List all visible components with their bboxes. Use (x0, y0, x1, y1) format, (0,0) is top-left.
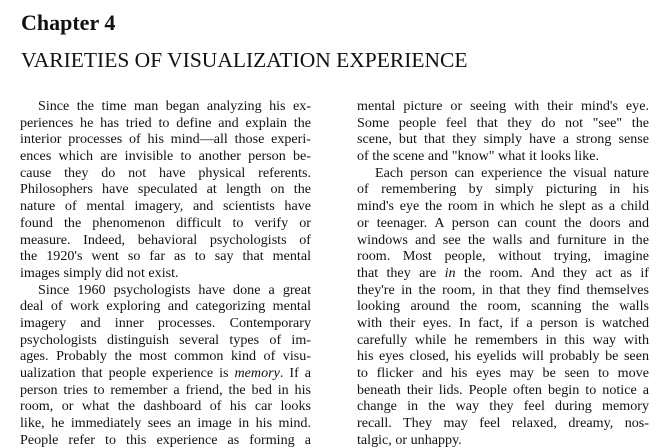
text-line-run: ualization that people experience is (20, 365, 235, 381)
text-line-run: measure. Indeed, behavioral psychologists of (20, 231, 311, 248)
text-line (20, 181, 311, 198)
text-line (357, 298, 649, 315)
text-line (357, 432, 649, 448)
text-line (20, 282, 311, 299)
text-line (357, 198, 649, 215)
text-line (357, 332, 649, 349)
text-line-run: . If a (279, 365, 311, 381)
text-line-run: to flicker and his eyes may be seen to move (357, 365, 649, 381)
text-line (20, 398, 311, 415)
text-line-run: talgic, or unhappy. (357, 431, 462, 448)
text-line-run: mental picture or seeing with their mind's eye. (357, 98, 649, 114)
text-line (20, 432, 311, 448)
text-line (20, 332, 311, 349)
text-line (20, 248, 311, 265)
emphasized-word: memory (234, 365, 280, 381)
text-line-run: looking around the room, scanning the walls (357, 298, 649, 315)
text-line-run: beneath their lids. People often begin to notice a (357, 381, 649, 398)
text-line-run: interior processes of his mind—all those experi- (20, 131, 311, 148)
text-line (20, 131, 311, 148)
text-line-run: room, or what the dashboard of his car looks (20, 398, 311, 415)
text-line-run: People refer to this experience as forming a (20, 431, 311, 448)
text-line-run: the room. And they act as if (455, 264, 649, 281)
chapter-title: VARIETIES OF VISUALIZATION EXPERIENCE (21, 48, 468, 72)
text-column-left (20, 98, 311, 448)
text-line-run: change in the way they feel during memory (357, 398, 649, 415)
text-line (20, 115, 311, 132)
text-line (357, 248, 649, 265)
text-line-run: Some people feel that they do not "see" the (357, 114, 649, 131)
chapter-number: Chapter 4 (21, 10, 116, 35)
text-line-run: that they are (357, 264, 445, 281)
text-line (20, 148, 311, 165)
text-line-run: deal of work exploring and categorizing mental (20, 298, 311, 315)
text-line (20, 315, 311, 332)
text-line (357, 315, 649, 332)
text-line-run: person tries to remember a friend, the bed in his (20, 381, 311, 398)
text-line-run: Philosophers have speculated at length on the (20, 181, 311, 198)
text-line (20, 415, 311, 432)
text-line (20, 98, 311, 115)
text-line (357, 148, 649, 165)
text-line-run: like, he immediately sees an image in his mind. (20, 415, 311, 432)
text-line-run: of the scene and "know" what it looks like. (357, 148, 600, 165)
text-line (20, 265, 311, 282)
emphasized-word: in (444, 264, 456, 281)
text-line (357, 131, 649, 148)
text-line (357, 398, 649, 415)
text-line-run: psychologists distinguish several types of im- (20, 331, 311, 348)
text-line-run: imagery and inner processes. Contemporary (20, 314, 311, 331)
text-line-run: the 1920's went so far as to say that mental (20, 248, 311, 265)
text-line-run: of remembering by simply picturing in his (357, 181, 649, 198)
text-line (357, 115, 649, 132)
text-line-run: room. Most people, without trying, imagine (357, 248, 649, 265)
text-line-run: Since the time man began analyzing his ex- (38, 98, 311, 114)
text-line-run: images simply did not exist. (20, 264, 179, 281)
text-line (20, 198, 311, 215)
text-line (20, 298, 311, 315)
text-line (357, 365, 649, 382)
text-line (357, 382, 649, 399)
text-line (357, 98, 649, 115)
text-line (357, 265, 649, 282)
text-line-run: ages. Probably the most common kind of visu- (20, 348, 311, 365)
text-line (20, 365, 311, 382)
text-line-run: nature of mental imagery, and scientists have (20, 198, 311, 215)
text-line-run: scene, but that they simply have a strong sense (357, 131, 649, 148)
text-line-run: found the phenomenon difficult to verify or (20, 214, 311, 231)
text-line (357, 415, 649, 432)
text-line-run: they're in the room, in that they find themselves (357, 281, 649, 298)
text-column-right (357, 98, 649, 448)
text-line-run: carefully while he remembers in this way with (357, 331, 649, 348)
text-line-run: cause they do not have physical referents. (20, 164, 311, 181)
text-line-run: Since 1960 psychologists have done a great (38, 281, 311, 298)
text-line (20, 232, 311, 249)
text-line (357, 282, 649, 299)
text-line (20, 382, 311, 399)
text-line (357, 181, 649, 198)
text-line (357, 232, 649, 249)
text-line-run: periences he has tried to define and explain the (20, 114, 311, 131)
text-line-run: his eyes closed, his eyelids will probably be seen (357, 348, 649, 365)
text-line-run: with their eyes. In fact, if a person is watched (357, 314, 649, 331)
text-line-run: ences which are invisible to another person be- (20, 148, 311, 165)
text-line-run: windows and see the walls and furniture in the (357, 231, 649, 248)
text-line (20, 348, 311, 365)
text-line (357, 165, 649, 182)
text-line-run: Each person can experience the visual nature (375, 164, 649, 181)
text-line (357, 215, 649, 232)
text-line (357, 348, 649, 365)
text-line-run: recall. They may feel relaxed, dreamy, nos- (357, 415, 649, 432)
text-line (20, 165, 311, 182)
text-line (20, 215, 311, 232)
text-line-run: or teenager. A person can count the doors and (357, 214, 649, 231)
text-line-run: mind's eye the room in which he slept as a child (357, 198, 649, 215)
